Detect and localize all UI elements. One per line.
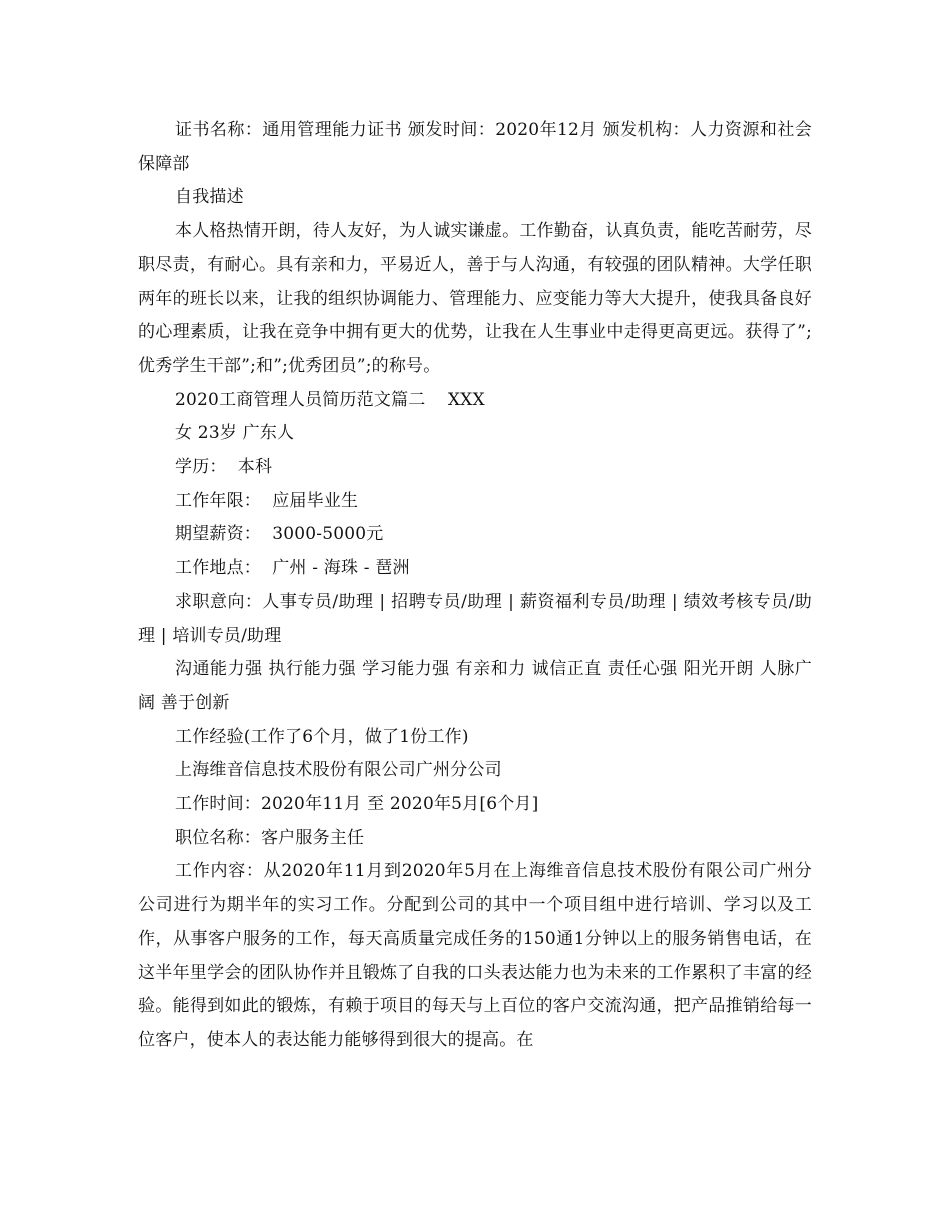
document-body bbox=[138, 114, 812, 1058]
work-experience-heading: 工作经验(工作了6个月，做了1份工作) bbox=[175, 726, 469, 747]
company-name-line: 上海维音信息技术股份有限公司广州分公司 bbox=[175, 760, 502, 781]
personal-info-line: 女 23岁 广东人 bbox=[175, 423, 295, 444]
expected-salary-line: 期望薪资： 3000-5000元 bbox=[175, 524, 384, 545]
work-location-line: 工作地点： 广州 - 海珠 - 琶洲 bbox=[175, 558, 410, 579]
self-description-heading: 自我描述 bbox=[175, 187, 244, 208]
work-period-line: 工作时间：2020年11月 至 2020年5月[6个月] bbox=[175, 794, 539, 815]
resume-title-line: 2020工商管理人员简历范文篇二 XXX bbox=[175, 389, 485, 410]
education-line: 学历： 本科 bbox=[175, 457, 273, 478]
work-years-line: 工作年限： 应届毕业生 bbox=[175, 490, 359, 511]
skills-paragraph: 沟通能力强 执行能力强 学习能力强 有亲和力 诚信正直 责任心强 阳光开朗 人脉广阔 善于创新 bbox=[138, 659, 812, 713]
job-intention-paragraph: 求职意向：人事专员/助理 | 招聘专员/助理 | 薪资福利专员/助理 | 绩效考核专员/助理 | 培训专员/助理 bbox=[138, 591, 812, 646]
self-description-paragraph: 本人格热情开朗，待人友好，为人诚实谦虚。工作勤奋，认真负责，能吃苦耐劳，尽职尽责，有耐心。具有亲和力，平易近人，善于与人沟通，有较强的团队精神。大学任职两年的班长以来，让我的组织协调能力、管理能力、应变能力等大大提升，使我具备良好的心理素质，让我在竞争中拥有更大的优势，让我在人生事业中走得更高更远。获得了”;优秀学生干部”;和”;优秀团员”;的称号。 bbox=[138, 221, 812, 376]
certificate-info-paragraph: 证书名称：通用管理能力证书 颁发时间：2020年12月 颁发机构：人力资源和社会保障部 bbox=[138, 120, 812, 174]
work-content-paragraph: 工作内容：从2020年11月到2020年5月在上海维音信息技术股份有限公司广州分公司进行为期半年的实习工作。分配到公司的其中一个项目组中进行培训、学习以及工作，从事客户服务的工作，每天高质量完成任务的150通1分钟以上的服务销售电话，在这半年里学会的团队协作并且锻炼了自我的口头表达能力也为未来的工作累积了丰富的经验。能得到如此的锻炼，有赖于项目的每天与上百位的客户交流沟通，把产品推销给每一位客户，使本人的表达能力能够得到很大的提高。在 bbox=[138, 861, 812, 1050]
position-line: 职位名称：客户服务主任 bbox=[175, 827, 365, 848]
